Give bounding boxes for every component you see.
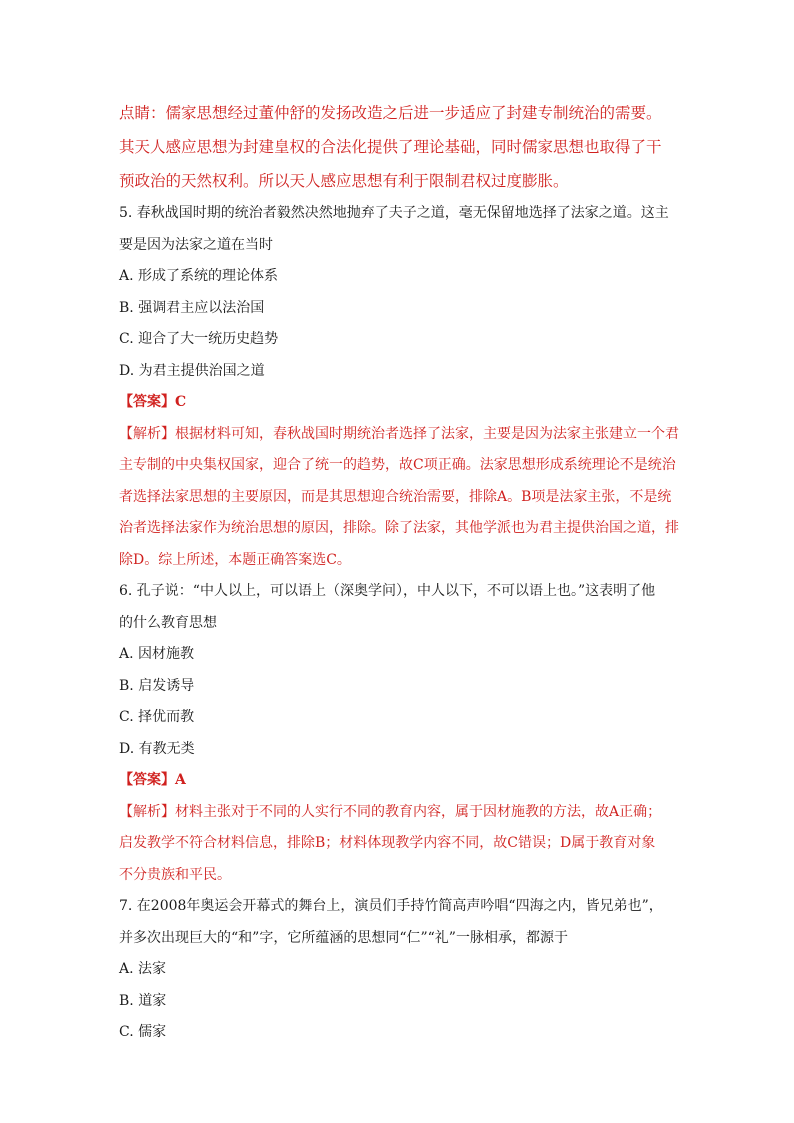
option-c: C. 儒家 xyxy=(119,1024,167,1040)
question-stem: 要是因为法家之道在当时 xyxy=(119,236,273,253)
answer-label: 【答案】A xyxy=(119,772,186,788)
option-c: C. 择优而教 xyxy=(119,709,195,725)
question-5 xyxy=(119,198,679,576)
answer-label: 【答案】C xyxy=(119,394,187,410)
document-page xyxy=(119,96,679,1049)
analysis-line: 不分贵族和平民。 xyxy=(119,866,231,883)
option-b: B. 强调君主应以法治国 xyxy=(119,299,265,316)
question-stem: 7. 在2008年奥运会开幕式的舞台上，演员们手持竹简高声吟唱“四海之内，皆兄弟也”， xyxy=(119,898,663,914)
option-a: A. 形成了系统的理论体系 xyxy=(119,268,279,284)
analysis-line: 【解析】根据材料可知，春秋战国时期统治者选择了法家，主要是因为法家主张建立一个君 xyxy=(119,425,679,442)
option-c: C. 迎合了大一统历史趋势 xyxy=(119,331,279,347)
note-paragraph xyxy=(119,96,679,198)
analysis-line: 治者选择法家作为统治思想的原因，排除。除了法家，其他学派也为君主提供治国之道，排 xyxy=(119,520,679,536)
analysis-paragraph xyxy=(119,419,679,577)
question-stem: 的什么教育思想 xyxy=(119,614,217,631)
question-7 xyxy=(119,891,679,1049)
option-a: A. 因材施教 xyxy=(119,646,195,662)
option-b: B. 道家 xyxy=(119,992,167,1009)
note-line: 预政治的天然权利。所以天人感应思想有利于限制君权过度膨胀。 xyxy=(119,172,569,190)
analysis-line: 【解析】材料主张对于不同的人实行不同的教育内容，属于因材施教的方法，故A正确； xyxy=(119,803,662,820)
analysis-line: 除D。综上所述，本题正确答案选C。 xyxy=(119,551,351,568)
analysis-line: 主专制的中央集权国家，迎合了统一的趋势，故C项正确。法家思想形成系统理论不是统治 xyxy=(119,457,676,473)
analysis-line: 者选择法家思想的主要原因，而是其思想迎合统治需要，排除A。B项是法家主张，不是统 xyxy=(119,488,672,505)
question-6 xyxy=(119,576,679,891)
analysis-paragraph xyxy=(119,797,679,892)
option-d: D. 为君主提供治国之道 xyxy=(119,362,265,379)
option-d: D. 有教无类 xyxy=(119,740,195,757)
note-line: 其天人感应思想为封建皇权的合法化提供了理论基础，同时儒家思想也取得了干 xyxy=(119,138,662,156)
question-stem: 5. 春秋战国时期的统治者毅然决然地抛弃了夫子之道，毫无保留地选择了法家之道。这主 xyxy=(119,205,669,221)
option-b: B. 启发诱导 xyxy=(119,677,195,694)
question-stem: 并多次出现巨大的“和”字，它所蕴涵的思想同“仁”“礼”一脉相承，都源于 xyxy=(119,929,568,946)
analysis-line: 启发教学不符合材料信息，排除B；材料体现教学内容不同，故C错误；D属于教育对象 xyxy=(119,835,656,851)
note-line: 点睛：儒家思想经过董仲舒的发扬改造之后进一步适应了封建专制统治的需要。 xyxy=(119,104,662,122)
question-stem: 6. 孔子说：“中人以上，可以语上（深奥学问），中人以下，不可以语上也。”这表明了他 xyxy=(119,583,656,599)
option-a: A. 法家 xyxy=(119,961,167,977)
